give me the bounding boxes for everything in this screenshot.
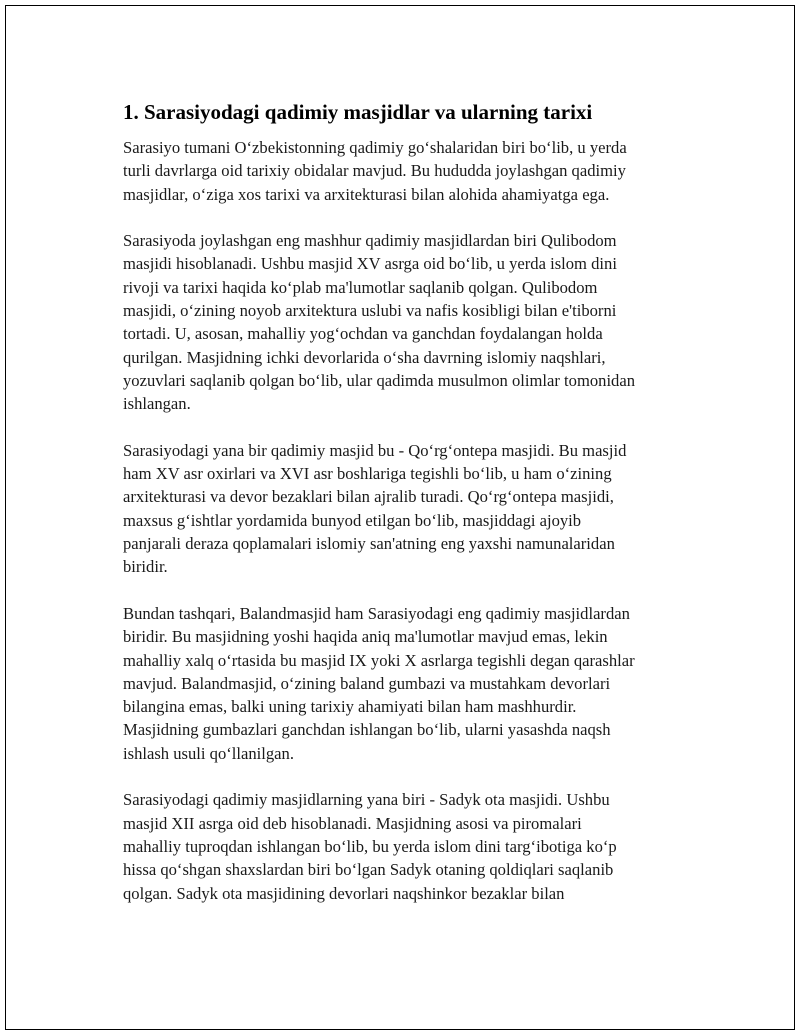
text-line: tortadi. U, asosan, mahalliy yog‘ochdan va ganchdan foydalangan holda: [123, 324, 603, 344]
text-line: biridir.: [123, 557, 168, 577]
text-line: masjidi, o‘zining noyob arxitektura uslubi va nafis kosibligi bilan e'tiborni: [123, 301, 617, 321]
text-line: mahalliy xalq o‘rtasida bu masjid IX yoki X asrlarga tegishli degan qarashlar: [123, 650, 635, 670]
text-line: ishlangan.: [123, 394, 191, 414]
paragraph-sadyk-ota: [123, 788, 693, 904]
text-line: mavjud. Balandmasjid, o‘zining baland gumbazi va mustahkam devorlari: [123, 673, 611, 693]
text-line: Sarasiyodagi qadimiy masjidlarning yana biri - Sadyk ota masjidi. Ushbu: [123, 790, 610, 810]
text-line: masjidi hisoblanadi. Ushbu masjid XV asrga oid bo‘lib, u yerda islom dini: [123, 254, 617, 274]
section-heading: 1. Sarasiyodagi qadimiy masjidlar va ularning tarixi: [123, 100, 593, 124]
text-line: rivoji va tarixi haqida ko‘plab ma'lumotlar saqlanib qolgan. Qulibodom: [123, 277, 598, 297]
paragraph-intro: [123, 136, 693, 206]
text-line: ham XV asr oxirlari va XVI asr boshlariga tegishli bo‘lib, u ham o‘zining: [123, 464, 612, 484]
paragraph-qorgontepa: [123, 439, 693, 579]
text-line: mahalliy tuproqdan ishlangan bo‘lib, bu yerda islom dini targ‘ibotiga ko‘p: [123, 836, 617, 856]
paragraph-qulibodom: [123, 229, 693, 415]
text-line: arxitekturasi va devor bezaklari bilan ajralib turadi. Qo‘rg‘ontepa masjidi,: [123, 487, 614, 507]
text-line: maxsus g‘ishtlar yordamida bunyod etilgan bo‘lib, masjiddagi ajoyib: [123, 510, 582, 530]
text-line: masjid XII asrga oid deb hisoblanadi. Masjidning asosi va piromalari: [123, 813, 582, 833]
text-line: hissa qo‘shgan shaxslardan biri bo‘lgan Sadyk otaning qoldiqlari saqlanib: [123, 860, 614, 880]
text-line: ishlash usuli qo‘llanilgan.: [123, 743, 294, 763]
text-line: masjidlar, o‘ziga xos tarixi va arxitekturasi bilan alohida ahamiyatga ega.: [123, 184, 610, 204]
text-line: turli davrlarga oid tarixiy obidalar mavjud. Bu hududda joylashgan qadimiy: [123, 161, 626, 181]
text-line: qolgan. Sadyk ota masjidining devorlari naqshinkor bezaklar bilan: [123, 883, 565, 903]
paragraph-balandmasjid: [123, 602, 693, 765]
text-line: Masjidning gumbazlari ganchdan ishlangan bo‘lib, ularni yasashda naqsh: [123, 720, 611, 740]
document-body: [123, 98, 693, 928]
document-page: [5, 5, 795, 1030]
text-line: biridir. Bu masjidning yoshi haqida aniq ma'lumotlar mavjud emas, lekin: [123, 627, 608, 647]
text-line: qurilgan. Masjidning ichki devorlarida o‘sha davrning islomiy naqshlari,: [123, 347, 606, 367]
text-line: yozuvlari saqlanib qolgan bo‘lib, ular qadimda musulmon olimlar tomonidan: [123, 370, 636, 390]
text-line: Sarasiyoda joylashgan eng mashhur qadimiy masjidlardan biri Qulibodom: [123, 231, 617, 251]
text-line: bilangina emas, balki uning tarixiy ahamiyati bilan ham mashhurdir.: [123, 697, 577, 717]
text-line: Bundan tashqari, Balandmasjid ham Sarasiyodagi eng qadimiy masjidlardan: [123, 603, 630, 623]
text-line: Sarasiyo tumani O‘zbekistonning qadimiy go‘shalaridan biri bo‘lib, u yerda: [123, 138, 627, 157]
text-line: Sarasiyodagi yana bir qadimiy masjid bu - Qo‘rg‘ontepa masjidi. Bu masjid: [123, 440, 627, 460]
text-line: panjarali deraza qoplamalari islomiy san'atning eng yaxshi namunalaridan: [123, 534, 615, 554]
